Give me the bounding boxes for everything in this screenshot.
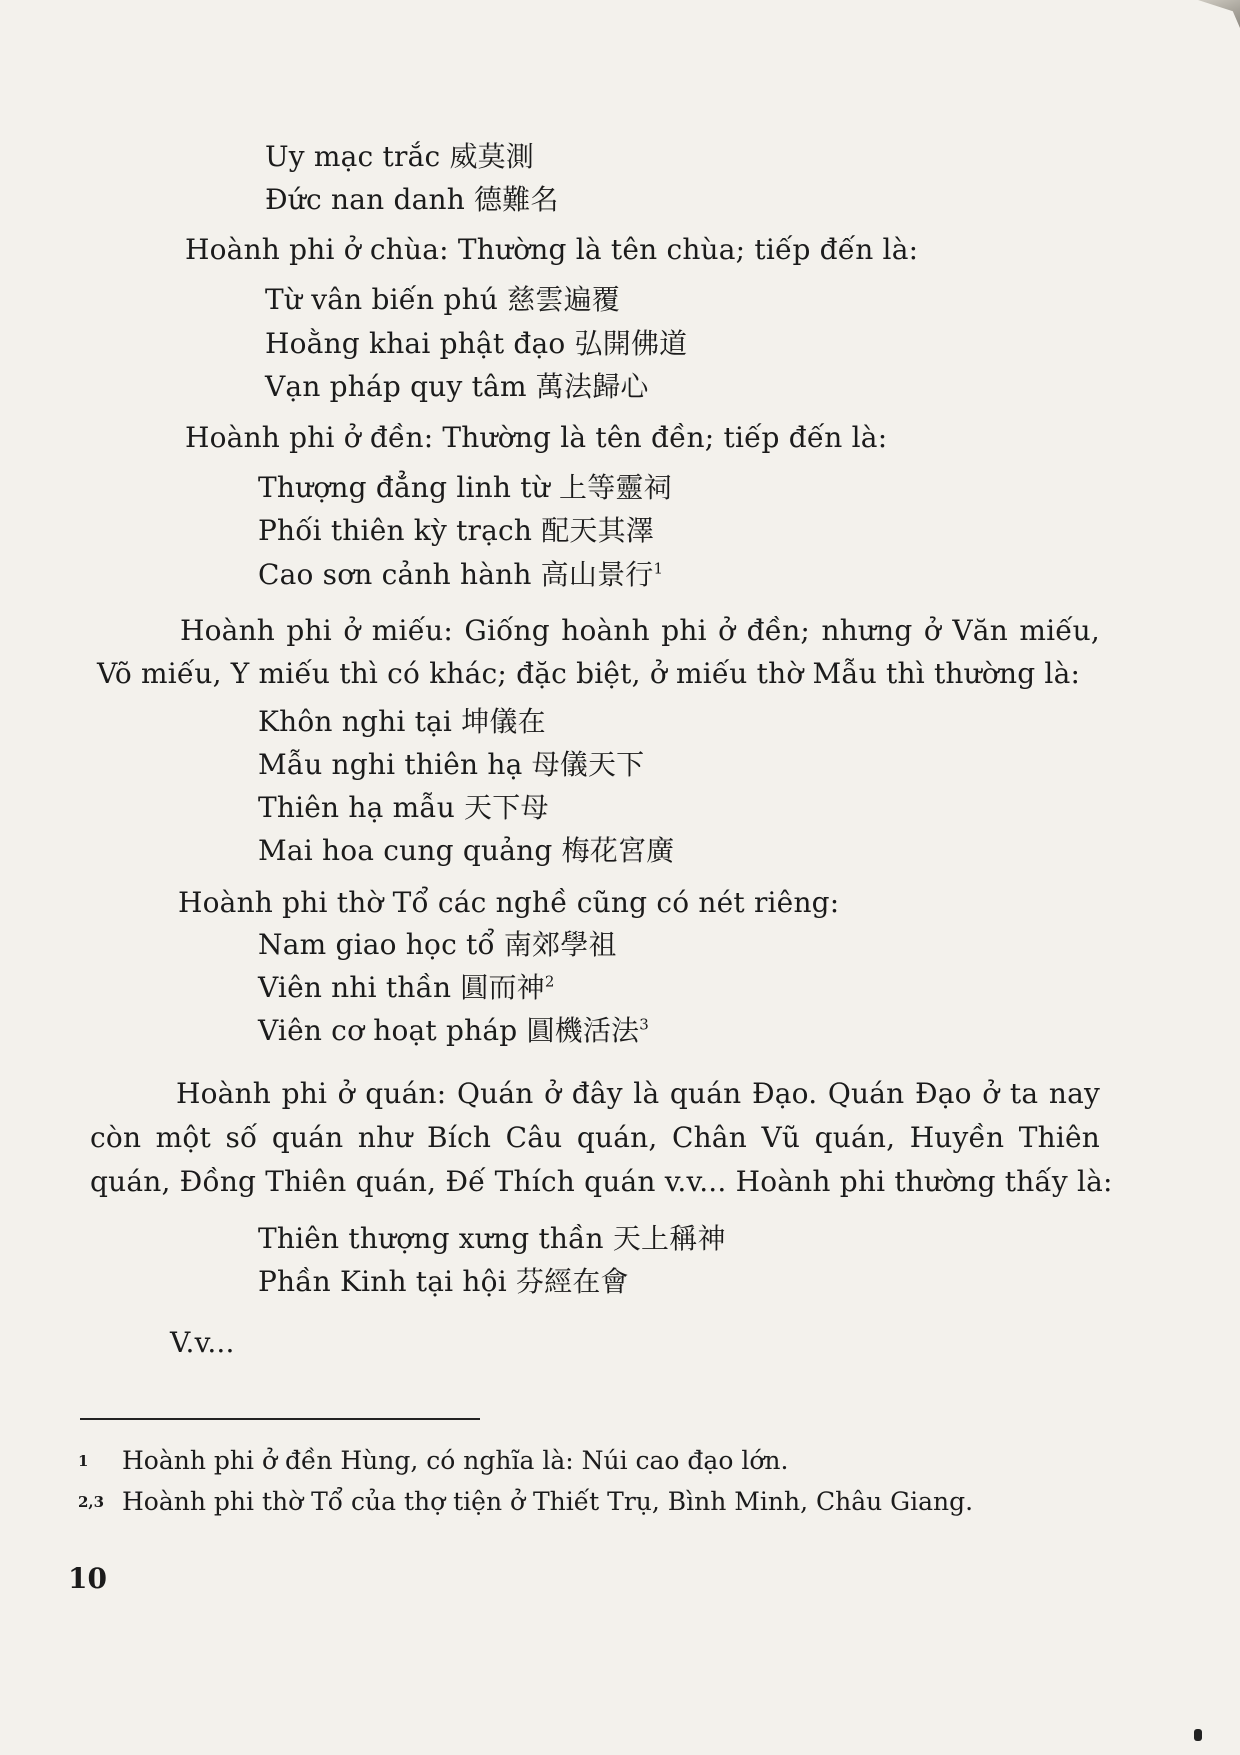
text-line-content: Viên cơ hoạt pháp 圓機活法 <box>258 1014 640 1047</box>
paragraph-line: quán, Đồng Thiên quán, Đế Thích quán v.v... Hoành phi thường thấy là: <box>90 1165 1113 1198</box>
footnote-divider <box>80 1418 480 1420</box>
page-number: 10 <box>68 1562 107 1595</box>
text-line: Phần Kinh tại hội 芬經在會 <box>258 1265 629 1298</box>
footnote-mark: 2,3 <box>78 1493 105 1511</box>
text-line-with-footnote <box>258 1014 649 1048</box>
paragraph-line: Võ miếu, Y miếu thì có khác; đặc biệt, ở miếu thờ Mẫu thì thường là: <box>97 657 1081 690</box>
section-intro-to: Hoành phi thờ Tổ các nghề cũng có nét riêng: <box>178 886 840 919</box>
paragraph-line: Hoành phi ở quán: Quán ở đây là quán Đạo. Quán Đạo ở ta nay <box>176 1077 1100 1110</box>
footnote-ref: 1 <box>653 559 664 578</box>
footnote-ref: 3 <box>639 1015 649 1034</box>
text-line-content: Cao sơn cảnh hành 高山景行 <box>258 558 654 591</box>
text-line: Phối thiên kỳ trạch 配天其澤 <box>258 514 655 547</box>
text-line-with-footnote <box>258 558 663 592</box>
footnote-text: Hoành phi thờ Tổ của thợ tiện ở Thiết Trụ, Bình Minh, Châu Giang. <box>122 1487 974 1516</box>
text-line: Mẫu nghi thiên hạ 母儀天下 <box>258 748 645 781</box>
text-line: Nam giao học tổ 南郊學祖 <box>258 928 617 961</box>
text-line: Hoằng khai phật đạo 弘開佛道 <box>265 327 688 360</box>
footnote <box>78 1487 973 1517</box>
footnote-text: Hoành phi ở đền Hùng, có nghĩa là: Núi cao đạo lớn. <box>122 1446 789 1475</box>
text-line: Từ vân biến phú 慈雲遍覆 <box>265 283 620 316</box>
text-line-content: Viên nhi thần 圓而神 <box>258 971 545 1004</box>
text-line: Uy mạc trắc 威莫測 <box>265 140 535 173</box>
paragraph-line: Hoành phi ở miếu: Giống hoành phi ở đền; nhưng ở Văn miếu, <box>180 614 1100 647</box>
footnote-ref: 2 <box>544 972 555 991</box>
footnote-mark: 1 <box>78 1452 89 1470</box>
text-line: Thượng đẳng linh từ 上等靈祠 <box>258 471 672 504</box>
text-line: Khôn nghi tại 坤儀在 <box>258 705 546 738</box>
text-line: V.v... <box>170 1326 235 1359</box>
text-line: Đức nan danh 德難名 <box>265 183 559 216</box>
section-intro-den: Hoành phi ở đền: Thường là tên đền; tiếp đến là: <box>185 421 888 454</box>
paragraph-line: còn một số quán như Bích Câu quán, Chân Vũ quán, Huyền Thiên <box>90 1121 1100 1154</box>
text-line: Mai hoa cung quảng 梅花宮廣 <box>258 834 675 867</box>
text-line-with-footnote <box>258 971 555 1005</box>
corner-mark <box>1194 1729 1202 1741</box>
section-intro-chua: Hoành phi ở chùa: Thường là tên chùa; tiếp đến là: <box>185 233 919 266</box>
page-corner-shadow <box>1180 0 1240 28</box>
text-line: Vạn pháp quy tâm 萬法歸心 <box>265 370 649 403</box>
text-line: Thiên thượng xưng thần 天上稱神 <box>258 1222 726 1255</box>
text-line: Thiên hạ mẫu 天下母 <box>258 791 549 824</box>
footnote <box>78 1446 788 1476</box>
